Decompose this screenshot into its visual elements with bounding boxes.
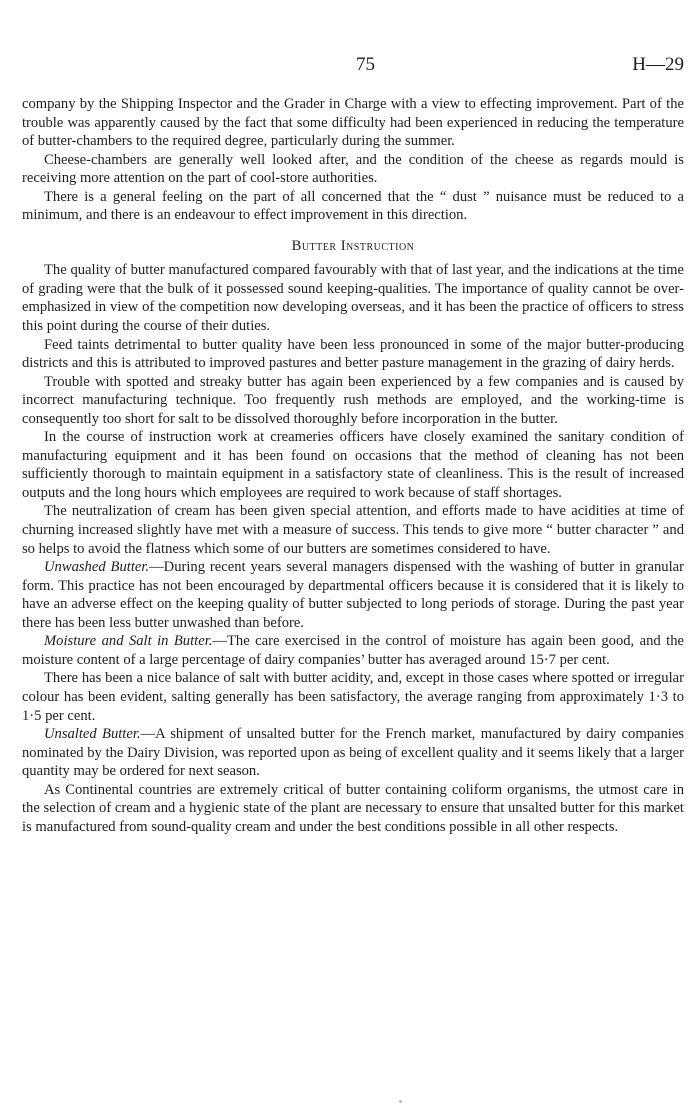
paragraph: In the course of instruction work at creameries officers have closely examined the sanitary condition of manufacturing equipment and it has been found on occasions that the method of cleaning has not been sufficiently thorough to maintain equipment in a satisfactory state of cleanliness. This is the result of increased outputs and the long hours which employees are required to work because of staff shortages. — [22, 429, 684, 501]
document-reference: H—29 — [632, 54, 684, 75]
run-in-heading: Unsalted Butter. — [44, 726, 141, 743]
page-number: 75 — [356, 54, 375, 75]
paragraph: There is a general feeling on the part of all concerned that the “ dust ” nuisance must be reduced to a minimum, and there is an endeavour to effect improvement in this direction. — [22, 188, 684, 224]
paragraph: There has been a nice balance of salt with butter acidity, and, except in those cases where spotted or irregular colour has been evident, salting generally has been satisfactory, the average ranging from approximately 1·3 to 1·5 per cent. — [22, 670, 684, 724]
paragraph: Trouble with spotted and streaky butter has again been experienced by a few companies and is caused by incorrect manufacturing technique. Too frequently rush methods are employed, and the working-time is consequently too short for salt to be dissolved thoroughly before incorporation in the butter. — [22, 373, 684, 427]
paragraph-moisture-salt — [22, 632, 684, 669]
document-body — [22, 95, 684, 836]
paragraph-text: —The care exercised in the control of moisture has again been good, and the moisture content of a large percentage of dairy companies’ butter has averaged around 15·7 per cent. — [22, 633, 684, 668]
paragraph: Cheese-chambers are generally well looked after, and the condition of the cheese as regards mould is receiving more attention on the part of cool-store authorities. — [22, 151, 684, 187]
scan-dot — [399, 1100, 402, 1103]
run-in-heading: Unwashed Butter. — [44, 559, 150, 576]
paragraph-text: —A shipment of unsalted butter for the French market, manufactured by dairy companies nominated by the Dairy Division, was reported upon as being of excellent quality and it seems likely that a larger quantity may be ordered for next season. — [22, 726, 684, 780]
paragraph: Feed taints detrimental to butter quality have been less pronounced in some of the major butter-producing districts and this is attributed to improved pastures and better pasture management in the grazing of dairy herds. — [22, 336, 684, 372]
paragraph-text: —During recent years several managers dispensed with the washing of butter in granular form. This practice has not been encouraged by departmental officers because it is considered that it is likely to have an adverse effect on the keeping quality of butter subjected to long periods of storage. During the past year there has been less butter unwashed than before. — [22, 559, 684, 631]
paragraph-continued: company by the Shipping Inspector and the Grader in Charge with a view to effecting improvement. Part of the trouble was apparently caused by the fact that some difficulty had been experienced in reducing the temperature of butter-chambers to the required degree, particularly during the summer. — [22, 96, 684, 150]
paragraph-unsalted-butter — [22, 725, 684, 781]
paragraph: As Continental countries are extremely critical of butter containing coliform organisms, the utmost care in the selection of cream and a hygienic state of the plant are necessary to ensure that unsalted butter for this market is manufactured from sound-quality cream and under the best conditions possible in all other respects. — [22, 781, 684, 835]
paragraph: The neutralization of cream has been given special attention, and efforts made to have acidities at time of churning increased slightly have met with a measure of success. This tends to give more “ butter character ” and so helps to avoid the flatness which some of our butters are sometimes considered to have. — [22, 503, 684, 557]
section-heading: Butter Instruction — [291, 237, 415, 254]
paragraph: The quality of butter manufactured compared favourably with that of last year, and the indications at the time of grading were that the bulk of it possessed sound keeping-qualities. The importance of quality cannot be over-emphasized in view of the competition now developing overseas, and it has been the practice of officers to stress this point during the course of their duties. — [22, 262, 684, 335]
paragraph-unwashed-butter — [22, 558, 684, 632]
run-in-heading: Moisture and Salt in Butter. — [44, 633, 213, 650]
